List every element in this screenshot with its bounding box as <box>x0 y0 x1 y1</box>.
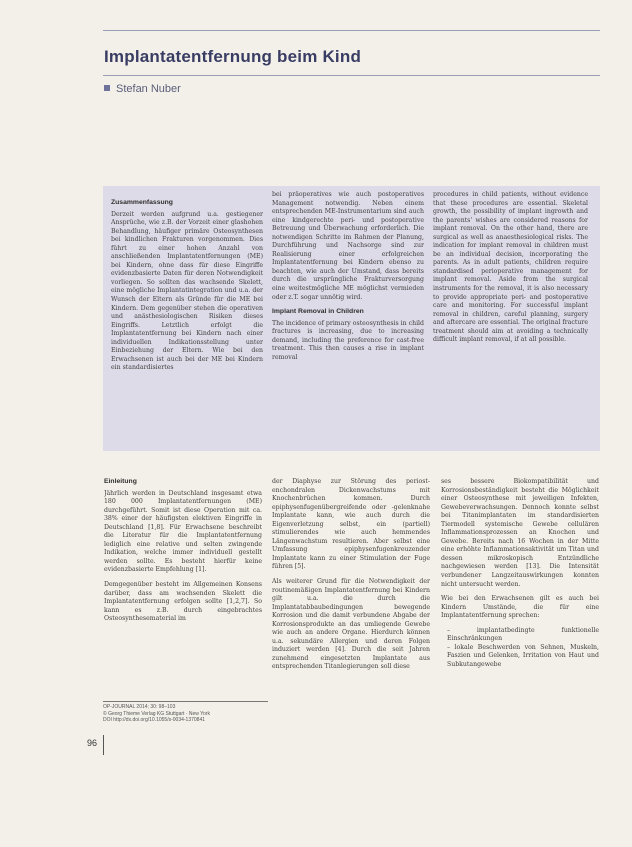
abstract-text-de-cont: bei präoperatives wie auch postoperatives Management notwendig. Neben einem entsprechenden ME-Instrumentarium sind auch eine kindgerechte peri- und postoperative Betreuung und Überwachung erforderlich. Die notwendigen Schritte im Rahmen der Planung, Durchführung und Nachsorge sind zur Realisierung einer erfolgreichen Implantatentfernung bei Kindern ebenso zu beachten, wie auch der Umstand, dass bereits durch die ursprüngliche Frakturversorgung eine weitestmögliche ME möglichst vermieden oder z.T. sogar unnötig wird. <box>272 191 424 301</box>
author-name: Stefan Nuber <box>116 83 181 95</box>
body-col-2 <box>272 478 430 763</box>
page-number-rule <box>103 735 104 755</box>
body-paragraph: Jährlich werden in Deutschland insgesamt etwa 180 000 Implantatentfernungen (ME) durchgeführt. Somit ist diese Operation mit ca. 38% einer der häufigsten elektiven Eingriffe in Deutschland [1,8]. Für Erwachsene beschreibt die Literatur für die Implantatentfernung lediglich eine relative und selten zwingende Indikation, welche immer individuell gestellt werden sollte. Es besteht hierfür keine evidenzbasierte Empfehlung [1]. <box>104 489 262 574</box>
body-paragraph: Demgegenüber besteht im Allgemeinen Konsens darüber, dass am wachsenden Skelett die Implantatentfernung erfolgen sollte [1,2,7]. So kann es z.B. durch eingebrachtes Osteosynthesematerial im <box>104 581 262 623</box>
abstract-heading-en: Implant Removal in Children <box>272 308 364 316</box>
title-rule <box>103 75 600 76</box>
journal-reference: OP-JOURNAL 2014; 30: 98–103 <box>103 704 176 710</box>
doi-line: DOI http://dx.doi.org/10.1055/s-0034-1370841 <box>103 717 206 723</box>
citation-footnote <box>103 701 268 724</box>
body-paragraph: ses bessere Biokompatibilität und Korrosionsbeständigkeit besteht die Möglichkeit einer Osteosynthese mit jeweiligen Infekten, Gewebeverwachsungen. Dennoch konnte selbst bei Titanimplantaten im standardisierten Tiermodell systemische Gewebe cellulären Inflammationsprozessen an Knochen und Gewebe. Bereits nach 16 Wochen in der Mitte eine erhöhte Inflammationsaktivität um Titan und dessen mikroskopisch Entzündliche nachgewiesen werden [13]. Die Intensität verbundener Langzeitauswirkungen konnten nicht untersucht werden. <box>441 478 599 588</box>
abstract-text-en-cont: procedures in child patients, without evidence that these procedures are essential. Skeletal growth, the possibility of implant ingrowth and the parents' wishes are considered reasons for implant removal. On the other hand, there are surgical as well as anaesthesiological risks. The indication for implant removal in children must be an individual decision, incorporating the parents. As in adult patients, children require standardised perioperative management for implant removal. Aside from the surgical instruments for the removal, it is also necessary to provide appropriate peri- and postoperative care and monitoring. For successful implant removal in children, careful planning, surgery and aftercare are essential. The original fracture treatment should aim at avoiding a technically difficult implant removal, if at all possible. <box>433 191 588 344</box>
page-number: 96 <box>87 738 98 748</box>
body-paragraph: Als weiterer Grund für die Notwendigkeit der routinemäßigen Implantatentfernung bei Kindern gilt u.a. die durch die Implantatabbaubedingungen bewegende Korrosion und die damit verbundene Abgabe der Korrosionsprodukte an das umliegende Gewebe wie auch an andere Organe. Hierdurch können u.a. sekundäre Allergien und deren Folgen induziert werden [4]. Durch die seit Jahren zunehmend eingesetzten Implantate aus entsprechenden Titanlegierungen soll diese <box>272 578 430 671</box>
top-rule <box>103 30 600 31</box>
list-item: – lokale Beschwerden von Sehnen, Muskeln, Faszien und Gelenken, Irritation von Haut und Subkutangewebe <box>447 644 599 670</box>
abstract-heading: Zusammenfassung <box>111 199 173 206</box>
body-col-3 <box>441 478 599 763</box>
abstract-text-en: The incidence of primary osteosynthesis in child fractures is increasing, due to increasing demand, including the preference for cast-free treatment. This then causes a rise in implant removal <box>272 319 424 361</box>
body-paragraph: Wie bei den Erwachsenen gilt es auch bei Kindern Umstände, die für eine Implantatentfernung sprechen: <box>441 595 599 620</box>
list-item: – implantatbedingte funktionelle Einschränkungen <box>447 627 599 644</box>
abstract-col-3 <box>433 191 588 449</box>
section-heading-einleitung: Einleitung <box>104 478 137 485</box>
article-title: Implantatentfernung beim Kind <box>104 47 362 66</box>
copyright-line: © Georg Thieme Verlag KG Stuttgart · New York <box>103 710 210 717</box>
body-paragraph: der Diaphyse zur Störung des periost-enchondralen Dickenwachstums mit Knochenbrüchen kommen. Durch epiphysenfugenübergreifende oder -gelenknahe Implantate kann, wie auch durch die Eigenverletzung selbst, ein (partiell) stimulierendes wie auch hemmendes Längenwachstum resultieren. Aber selbst eine Umfassung epiphysenfugenkreuzender Implantate kann zu einer Stimulation der Fuge führen [5]. <box>272 478 430 571</box>
body-col-1 <box>104 478 262 696</box>
indication-list <box>441 627 599 670</box>
author-line <box>104 83 181 95</box>
abstract-text-de: Derzeit werden aufgrund u.a. gestiegener Ansprüche, wie z.B. der Vorzeit einer glashohen Behandlung, häufiger primäre Osteosynthesen bei kindlichen Frakturen vorgenommen. Dies führt zu einer hohen Anzahl von anschließenden Implantatentfernungen (ME) bei Kindern, ohne dass für diese Eingriffe evidenzbasierte Daten für deren Notwendigkeit vorliegen. So sollten das wachsende Skelett, eine mögliche Implantatintegration und u.a. der Wunsch der Eltern als Gründe für die ME bei Kindern. Dem gegenüber stehen die operativen und anästhesiologischen Risiken dieses Eingriffs. Letztlich erfolgt die Implantatentfernung bei Kindern nach einer individuellen Indikationsstellung unter Einbeziehung der Eltern. Wie bei den Erwachsenen ist auch bei der ME bei Kindern ein standardisiertes <box>111 210 263 372</box>
abstract-col-1 <box>111 199 263 449</box>
square-bullet-icon <box>104 85 110 91</box>
abstract-col-2 <box>272 191 424 449</box>
